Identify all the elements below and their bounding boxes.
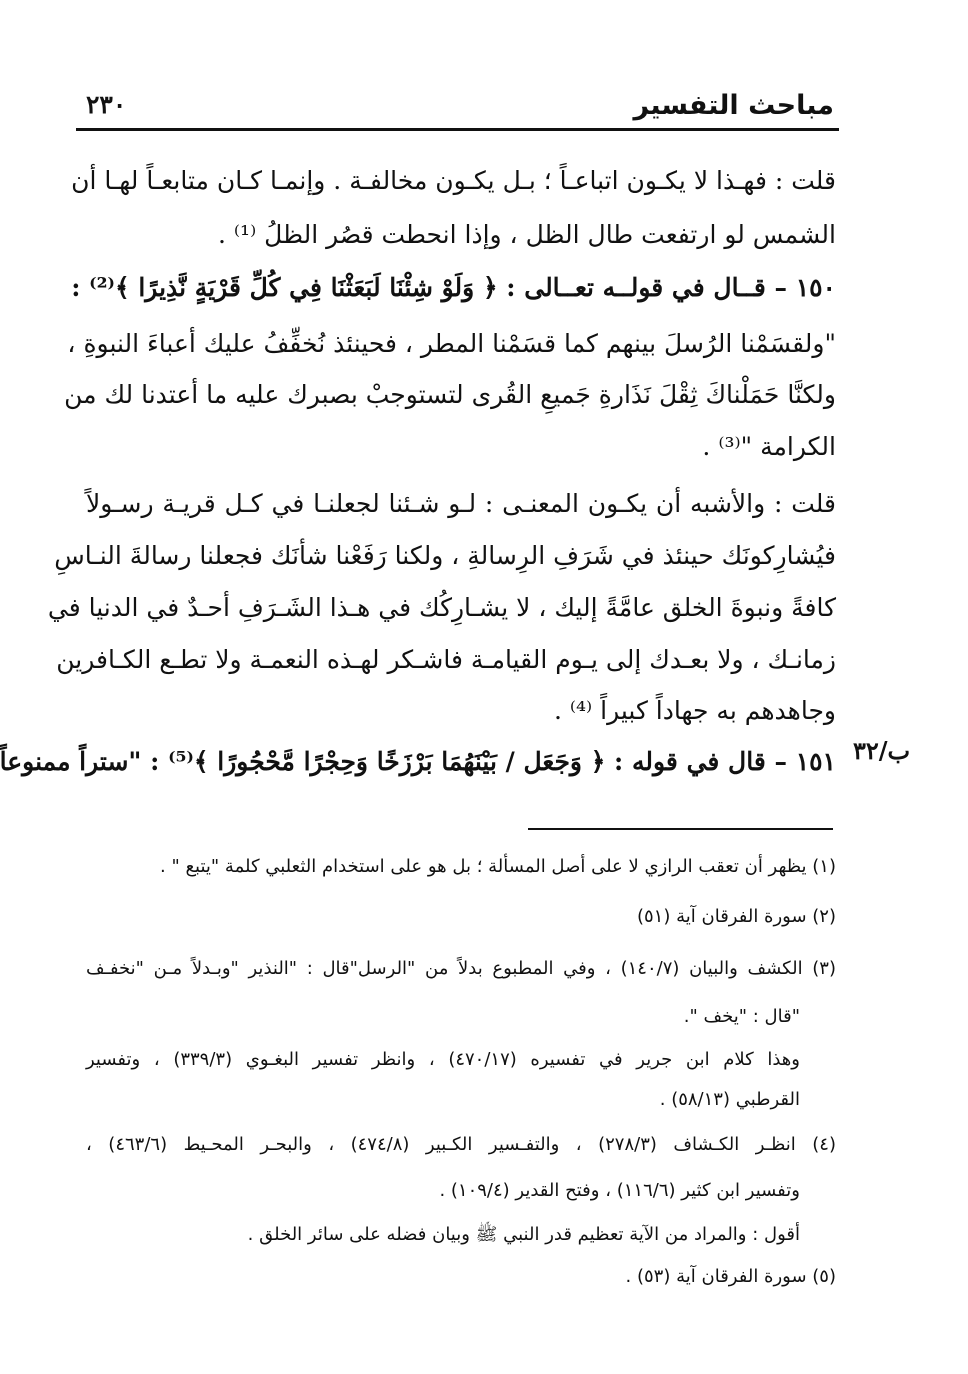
footnote: (١) يظهر أن تعقب الرازي لا على أصل المسألة ؛ بل هو على استخدام الثعلبي كلمة "يتبع " . [160,856,836,877]
body-line: قلت : فهـذا لا يكـون اتباعـاً ؛ بـل يكـون مخالفـة . وإنمـا كـان متابعـاً لهـا أن [71,166,836,195]
footnote: وتفسير ابن كثير (١١٦/٦) ، وفتح القدير (١٠٩/٤) . [439,1180,800,1201]
footnote: (٥) سورة الفرقان آية (٥٣) . [625,1266,836,1287]
page-number: ٢٣٠ [86,90,127,119]
body-line: الكرامة "⁽³⁾ . [702,432,836,461]
header-title: مباحث التفسير [633,90,834,121]
body-line: "ولقسَمْنا الرُسلَ بينهم كما قسَمْنا المطر ، فحينئذ نُخفِّفُ عليك أعباءَ النبوةِ ، [67,329,836,358]
body-line-quran-150: ١٥٠ – قــال في قولــه تعــالى : ﴿ وَلَوْ شِئْنَا لَبَعَثْنَا فِي كُلِّ قَرْيَةٍ نَّذِيرًا ﴾⁽²⁾ : [71,273,836,302]
body-line: قلت : والأشبه أن يكـون المعنـى : لـو شـئنا لجعلنـا في كـل قريـة رسـولاً [86,489,836,518]
footnote: (٤) انظـر الكـشاف (٢٧٨/٣) ، والتفـسير الكـبير (٤٧٤/٨) ، والبحـر المحـيط (٤٦٣/٦) ، [86,1134,836,1155]
header-rule [76,128,839,131]
footnote-separator [528,828,833,830]
footnote: أقول : والمراد من الآية تعظيم قدر النبي ﷺ وبيان فضله على سائر الخلق . [247,1224,800,1245]
manuscript-folio-note: ب/٣٢ [853,736,911,765]
body-line: الشمس لو ارتفعت طال الظل ، وإذا انحطت قصُر الظلُ ⁽¹⁾ . [217,220,836,249]
footnote: وهذا كلام ابن جرير في تفسيره (٤٧٠/١٧) ، وانظر تفسير البغـوي (٣٣٩/٣) ، وتفسير [86,1049,800,1070]
body-line: وجاهدهم به جهاداً كبيراً ⁽⁴⁾ . [553,696,836,725]
body-line: زمانـك ، ولا بعـدك إلى يـوم القيامـة فاشـكر لهـذه النعمـة ولا تطـع الكـافرين [56,645,836,674]
footnote: (٢) سورة الفرقان آية (٥١) [636,906,836,927]
body-line: كافةً ونبوةَ الخلق عامَّةً إليك ، لا يشـارِكُك في هـذا الشَـرَفِ أحـدٌ في الدنيا في [47,593,836,622]
body-line: ولكنَّا حَمَلْناكَ ثِقْلَ نَذَارةِ جَميعِ القُرى لتستوجبْ بصبرك عليه ما أعتدنا لك من [64,380,836,409]
footnote: "قال : "يخف ". [683,1006,800,1027]
footnote: القرطبي (٥٨/١٣) . [659,1089,800,1110]
footnote: (٣) الكشف والبيان (١٤٠/٧) ، وفي المطبوع بدلاً من "الرسل"قال : "النذير "وبـدلاً مـن "نخفـف [86,958,836,979]
body-line: فيُشارِكونَك حينئذ في شَرَفِ الرِسالةِ ، ولكنا رَفَعْنا شأنَك فجعلنا رسالةَ النـاسِ [54,541,836,570]
body-line-quran-151: ١٥١ – قال في قوله : ﴿ وَجَعَل / بَيْنَهُمَا بَرْزَخًا وَحِجْرًا مَّحْجُورًا ﴾⁽⁵⁾ : "ستراً ممنوعاً [0,747,836,776]
running-header [78,86,838,130]
